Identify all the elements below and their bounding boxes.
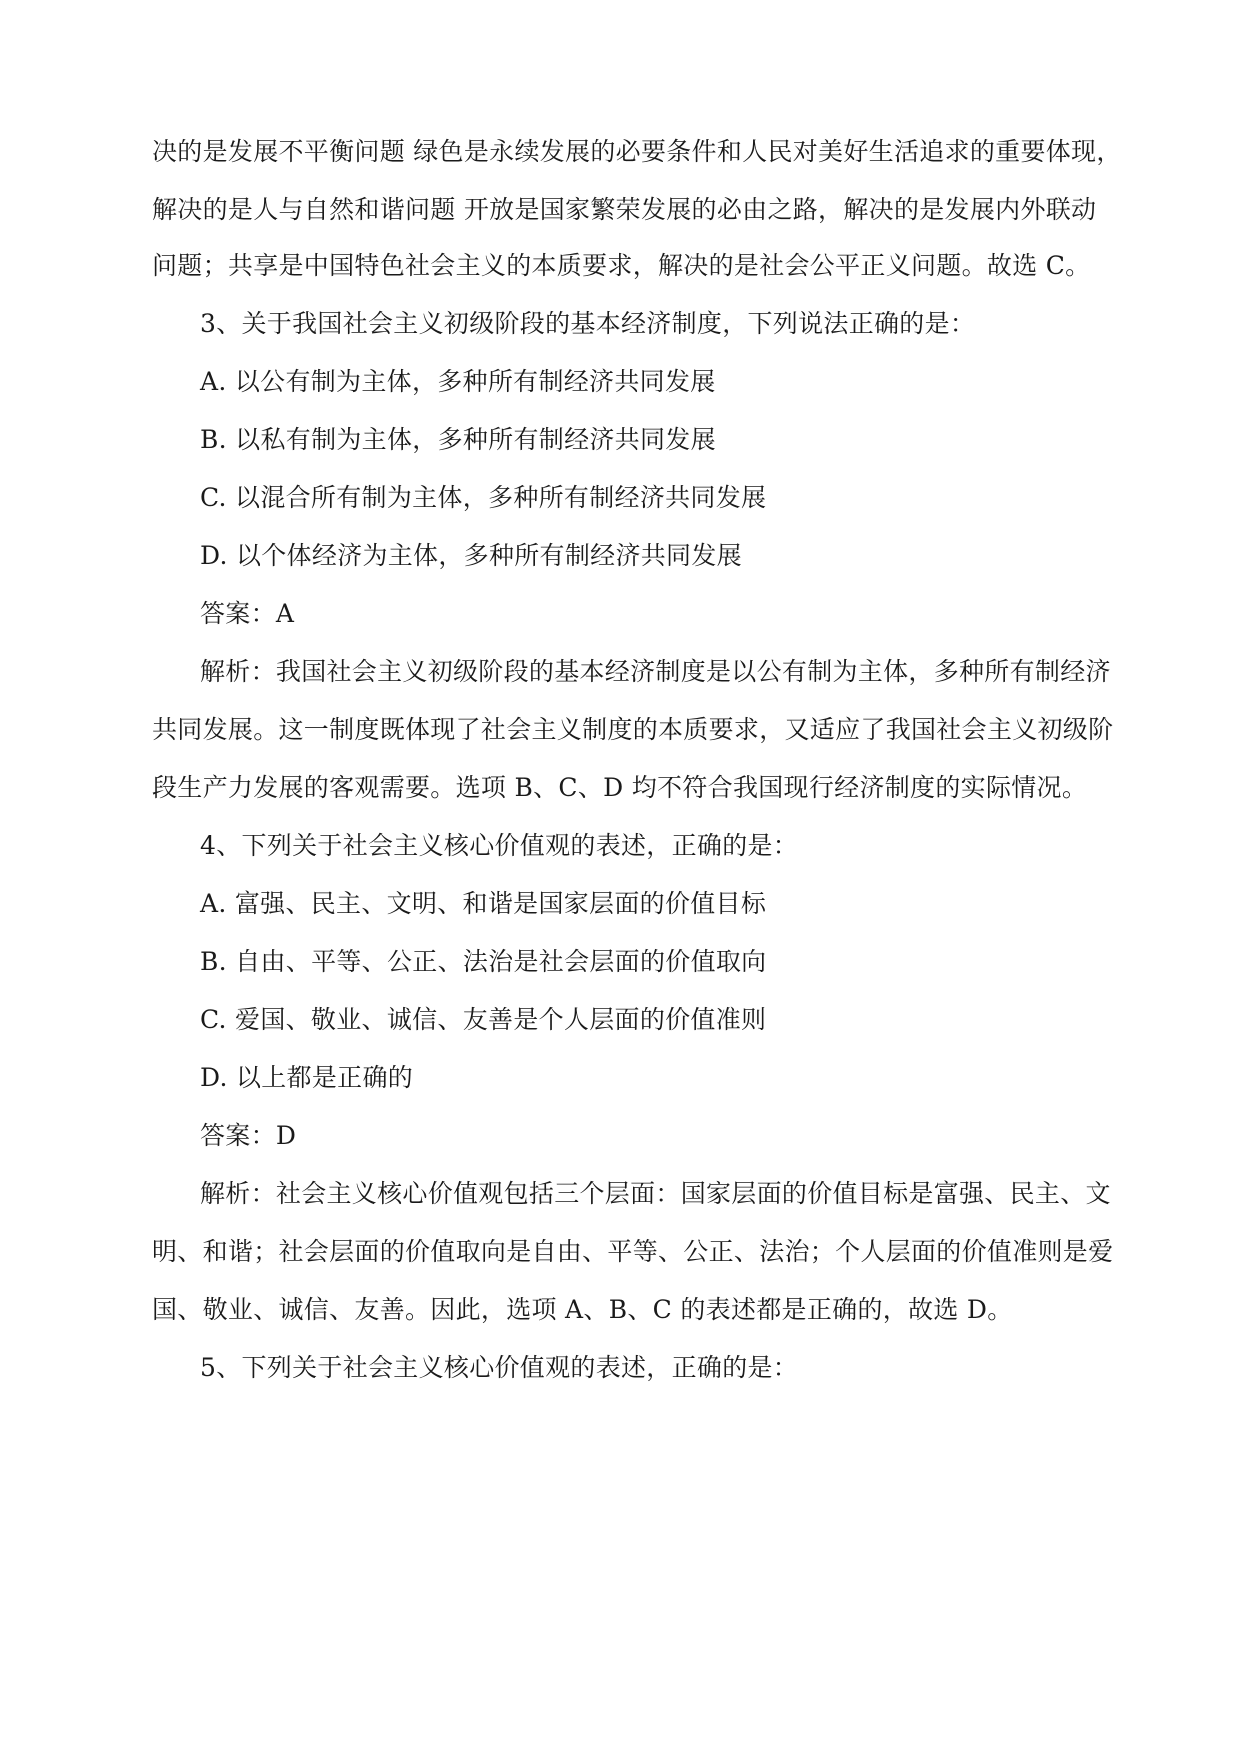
paragraph-line: 段生产力发展的客观需要。选项 B、C、D 均不符合我国现行经济制度的实际情况。 xyxy=(152,773,1088,802)
question-3-analysis: 解析：我国社会主义初级阶段的基本经济制度是以公有制为主体，多种所有制经济 xyxy=(200,657,1111,686)
question-5-stem: 5、下列关于社会主义核心价值观的表述，正确的是： xyxy=(200,1353,799,1382)
paragraph-line: 解决的是人与自然和谐问题 开放是国家繁荣发展的必由之路，解决的是发展内外联动 xyxy=(152,195,1097,224)
question-4-stem: 4、下列关于社会主义核心价值观的表述，正确的是： xyxy=(200,831,799,860)
question-3-answer: 答案：A xyxy=(200,599,295,628)
question-3-stem: 3、关于我国社会主义初级阶段的基本经济制度，下列说法正确的是： xyxy=(200,309,976,338)
paragraph-line: 明、和谐；社会层面的价值取向是自由、平等、公正、法治；个人层面的价值准则是爱 xyxy=(152,1237,1114,1266)
question-4-option-c: C. 爱国、敬业、诚信、友善是个人层面的价值准则 xyxy=(200,1005,767,1034)
paragraph-line: 问题；共享是中国特色社会主义的本质要求，解决的是社会公平正义问题。故选 C。 xyxy=(152,251,1091,280)
question-3-option-a: A. 以公有制为主体，多种所有制经济共同发展 xyxy=(200,367,716,396)
question-3-option-c: C. 以混合所有制为主体，多种所有制经济共同发展 xyxy=(200,483,767,512)
question-4-option-d: D. 以上都是正确的 xyxy=(200,1063,414,1092)
question-4-option-b: B. 自由、平等、公正、法治是社会层面的价值取向 xyxy=(200,947,767,976)
question-4-analysis: 解析：社会主义核心价值观包括三个层面：国家层面的价值目标是富强、民主、文 xyxy=(200,1179,1111,1208)
question-4-option-a: A. 富强、民主、文明、和谐是国家层面的价值目标 xyxy=(200,889,767,918)
question-4-answer: 答案：D xyxy=(200,1121,297,1150)
question-3-option-d: D. 以个体经济为主体，多种所有制经济共同发展 xyxy=(200,541,742,570)
paragraph-line: 共同发展。这一制度既体现了社会主义制度的本质要求，又适应了我国社会主义初级阶 xyxy=(152,715,1114,744)
question-3-option-b: B. 以私有制为主体，多种所有制经济共同发展 xyxy=(200,425,716,454)
paragraph-line: 决的是发展不平衡问题 绿色是永续发展的必要条件和人民对美好生活追求的重要体现， xyxy=(152,137,1122,166)
paragraph-line: 国、敬业、诚信、友善。因此，选项 A、B、C 的表述都是正确的，故选 D。 xyxy=(152,1295,1013,1324)
